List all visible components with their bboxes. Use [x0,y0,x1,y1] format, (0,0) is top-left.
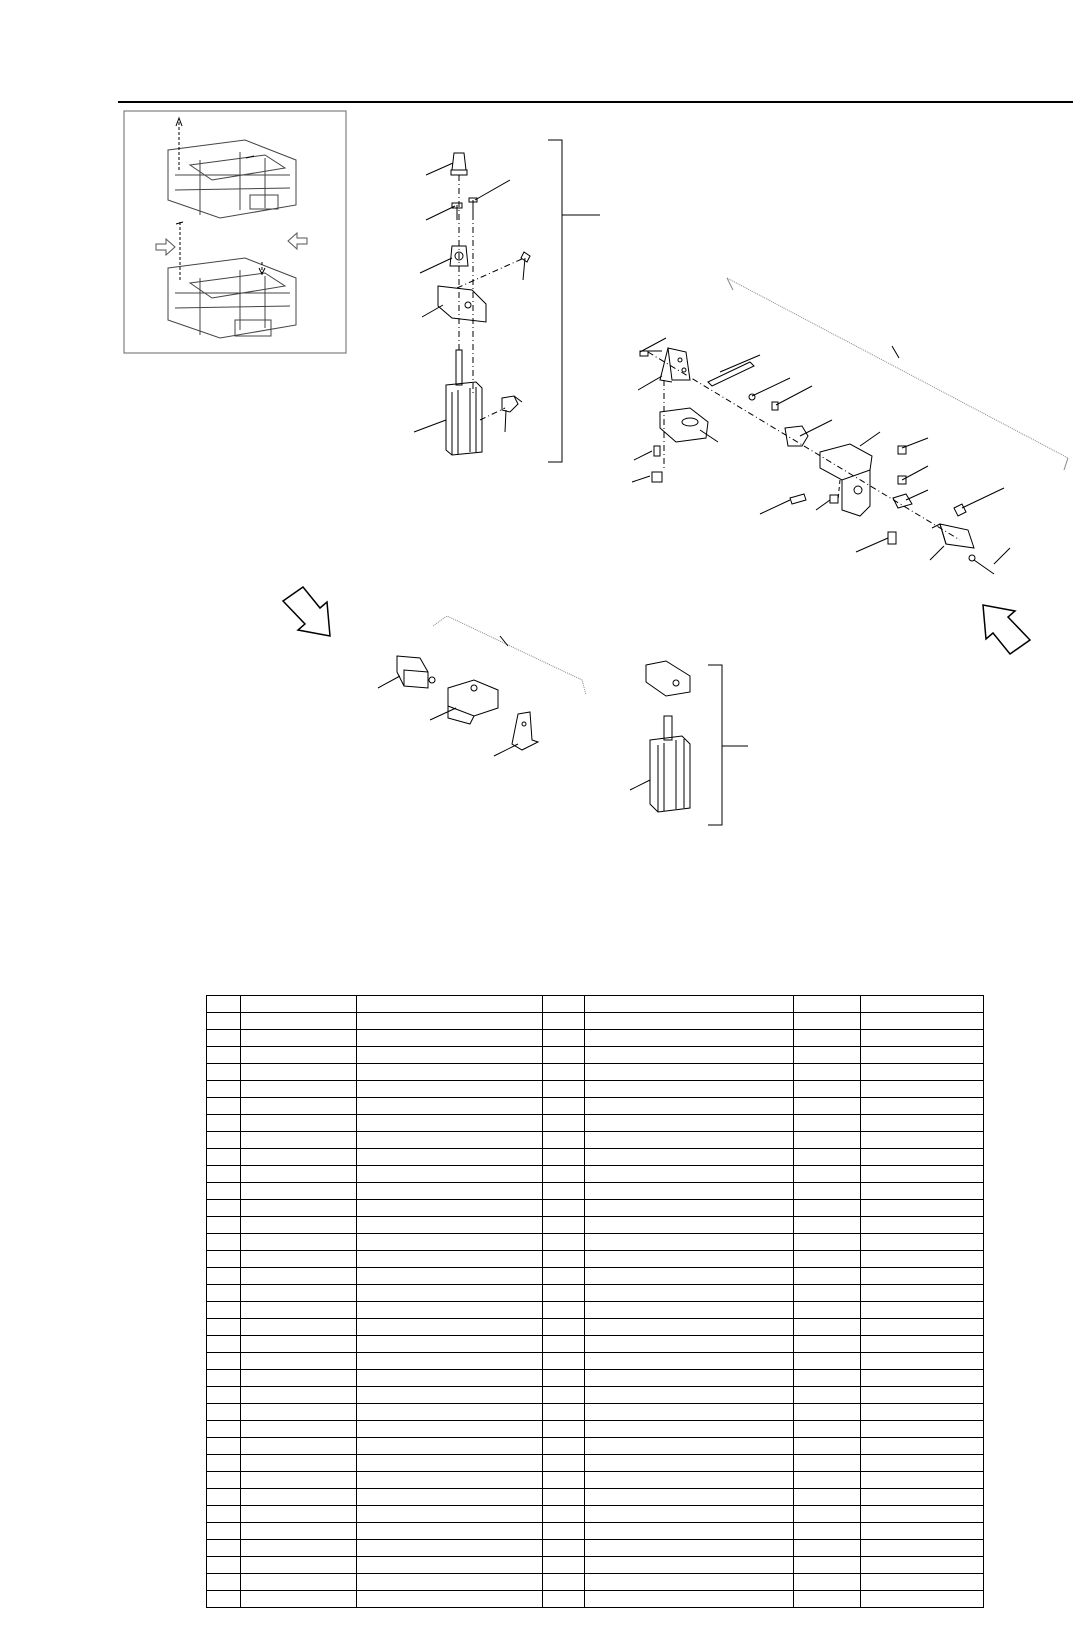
table-row [207,1353,984,1370]
table-cell [793,1370,860,1387]
table-cell [542,1353,584,1370]
table-cell [542,1064,584,1081]
table-row [207,1081,984,1098]
table-cell [241,1285,356,1302]
right-exploded-assembly [632,278,1068,574]
table-cell [793,1234,860,1251]
table-cell [207,1149,241,1166]
table-cell [207,1489,241,1506]
table-cell [793,1387,860,1404]
table-cell [860,1336,983,1353]
table-cell [542,1183,584,1200]
table-cell [356,1217,542,1234]
table-cell [585,1523,793,1540]
table-cell [860,1523,983,1540]
table-cell [542,1166,584,1183]
table-row [207,1115,984,1132]
table-cell [585,1285,793,1302]
table-cell [356,1353,542,1370]
table-row [207,1217,984,1234]
table-cell [542,1455,584,1472]
table-cell [356,996,542,1013]
table-cell [793,1319,860,1336]
table-cell [356,1421,542,1438]
table-cell [356,1336,542,1353]
table-cell [793,1149,860,1166]
table-cell [860,1183,983,1200]
table-cell [241,1183,356,1200]
table-cell [542,1217,584,1234]
table-cell [207,1217,241,1234]
table-cell [542,1489,584,1506]
table-cell [241,1251,356,1268]
table-cell [356,1489,542,1506]
table-cell [793,1030,860,1047]
table-cell [542,1132,584,1149]
table-cell [585,1506,793,1523]
table-cell [860,1132,983,1149]
table-cell [860,1234,983,1251]
table-cell [585,1472,793,1489]
table-cell [356,1268,542,1285]
table-cell [860,1098,983,1115]
table-cell [207,996,241,1013]
table-cell [585,1217,793,1234]
table-cell [356,1472,542,1489]
table-cell [793,1302,860,1319]
table-cell [356,1098,542,1115]
table-cell [241,1370,356,1387]
table-cell [542,1285,584,1302]
table-cell [356,1251,542,1268]
table-cell [793,1540,860,1557]
table-cell [542,1438,584,1455]
table-cell [542,1302,584,1319]
table-cell [793,1115,860,1132]
table-cell [241,1591,356,1608]
table-cell [585,1370,793,1387]
table-cell [542,1540,584,1557]
table-cell [207,1166,241,1183]
table-cell [207,1574,241,1591]
table-cell [585,1183,793,1200]
table-cell [793,1166,860,1183]
table-cell [207,1387,241,1404]
table-cell [207,1370,241,1387]
table-cell [356,1013,542,1030]
table-cell [207,1047,241,1064]
table-cell [241,1064,356,1081]
table-cell [860,1047,983,1064]
table-cell [207,1115,241,1132]
table-row [207,1047,984,1064]
table-row [207,1251,984,1268]
table-cell [793,1098,860,1115]
table-cell [241,1030,356,1047]
table-cell [542,1268,584,1285]
table-cell [207,1421,241,1438]
table-cell [542,1574,584,1591]
table-cell [241,1489,356,1506]
table-row [207,1302,984,1319]
table-cell [585,1489,793,1506]
table-cell [542,1081,584,1098]
table-cell [793,1336,860,1353]
table-cell [860,1064,983,1081]
table-cell [860,1268,983,1285]
table-cell [793,996,860,1013]
table-cell [585,1149,793,1166]
table-cell [542,1557,584,1574]
table-cell [793,1200,860,1217]
upper-cylinder-assembly [414,140,600,462]
table-cell [241,1302,356,1319]
table-cell [860,1455,983,1472]
table-cell [793,1404,860,1421]
table-cell [241,1149,356,1166]
table-cell [241,996,356,1013]
table-row [207,1404,984,1421]
table-cell [860,1472,983,1489]
table-row [207,996,984,1013]
table-cell [241,1404,356,1421]
table-cell [860,1506,983,1523]
table-cell [207,1251,241,1268]
table-row [207,1064,984,1081]
table-cell [241,1166,356,1183]
table-cell [585,1404,793,1421]
table-row [207,1370,984,1387]
table-cell [207,1302,241,1319]
table-cell [207,1472,241,1489]
table-cell [356,1574,542,1591]
table-row [207,1472,984,1489]
table-cell [585,1319,793,1336]
table-cell [860,1200,983,1217]
table-cell [585,1302,793,1319]
table-cell [207,1319,241,1336]
table-cell [585,1557,793,1574]
table-cell [860,1438,983,1455]
table-cell [542,1472,584,1489]
table-cell [542,1200,584,1217]
table-cell [860,1421,983,1438]
table-cell [793,1557,860,1574]
table-row [207,1557,984,1574]
table-row [207,1421,984,1438]
table-cell [542,1030,584,1047]
table-cell [860,1149,983,1166]
table-cell [207,1030,241,1047]
table-cell [241,1523,356,1540]
table-cell [356,1081,542,1098]
table-row [207,1098,984,1115]
table-cell [207,1132,241,1149]
table-cell [585,1166,793,1183]
table-cell [356,1115,542,1132]
table-cell [207,1540,241,1557]
table-cell [356,1234,542,1251]
table-cell [793,1523,860,1540]
table-cell [241,1540,356,1557]
table-cell [356,1404,542,1421]
arrow-down-right-icon [283,587,330,636]
table-cell [207,1268,241,1285]
table-cell [793,1472,860,1489]
table-cell [542,1404,584,1421]
parts-list-table [206,995,984,1608]
table-cell [860,1557,983,1574]
table-cell [241,1438,356,1455]
table-cell [356,1387,542,1404]
table-cell [542,1421,584,1438]
table-cell [356,1506,542,1523]
table-row [207,1149,984,1166]
table-cell [860,1217,983,1234]
table-cell [793,1421,860,1438]
table-cell [207,1438,241,1455]
table-cell [207,1455,241,1472]
table-cell [793,1574,860,1591]
table-cell [860,1387,983,1404]
table-cell [542,1370,584,1387]
table-cell [860,1115,983,1132]
table-cell [241,1574,356,1591]
table-cell [860,1353,983,1370]
table-cell [542,1591,584,1608]
table-cell [860,1540,983,1557]
table-cell [585,1030,793,1047]
table-row [207,1540,984,1557]
table-cell [241,1557,356,1574]
table-cell [207,1336,241,1353]
table-cell [241,1217,356,1234]
lower-right-cylinder [630,661,748,825]
table-row [207,1319,984,1336]
table-row [207,1268,984,1285]
table-cell [241,1353,356,1370]
table-cell [356,1030,542,1047]
table-cell [207,1591,241,1608]
table-row [207,1489,984,1506]
table-cell [241,1472,356,1489]
table-cell [860,1030,983,1047]
table-cell [356,1455,542,1472]
table-cell [793,1217,860,1234]
table-cell [585,1455,793,1472]
inset-overview-picture [124,111,346,353]
table-row [207,1030,984,1047]
table-cell [860,1574,983,1591]
table-cell [793,1081,860,1098]
table-cell [585,1132,793,1149]
table-cell [207,1064,241,1081]
table-row [207,1013,984,1030]
table-row [207,1200,984,1217]
table-row [207,1506,984,1523]
arrow-right-icon [156,239,175,255]
table-cell [207,1523,241,1540]
table-cell [585,1336,793,1353]
table-cell [241,1200,356,1217]
arrow-up-left-icon [983,605,1030,654]
table-cell [793,1591,860,1608]
table-cell [207,1557,241,1574]
table-cell [241,1268,356,1285]
table-cell [585,1438,793,1455]
table-row [207,1574,984,1591]
table-cell [542,1013,584,1030]
table-row [207,1455,984,1472]
table-cell [356,1438,542,1455]
table-row [207,1285,984,1302]
table-cell [207,1404,241,1421]
table-cell [585,1421,793,1438]
table-cell [207,1013,241,1030]
table-cell [241,1421,356,1438]
table-cell [542,1336,584,1353]
table-cell [356,1149,542,1166]
table-row [207,1591,984,1608]
table-cell [585,1353,793,1370]
table-cell [241,1234,356,1251]
table-row [207,1234,984,1251]
table-cell [585,1574,793,1591]
table-cell [585,1081,793,1098]
table-cell [585,1251,793,1268]
table-cell [356,1285,542,1302]
table-cell [356,1183,542,1200]
table-cell [793,1489,860,1506]
table-cell [585,1591,793,1608]
table-cell [793,1438,860,1455]
table-row [207,1438,984,1455]
table-cell [241,1115,356,1132]
table-cell [356,1370,542,1387]
table-cell [356,1132,542,1149]
table-cell [356,1064,542,1081]
table-cell [207,1353,241,1370]
table-cell [860,1370,983,1387]
table-cell [585,1387,793,1404]
table-cell [860,1166,983,1183]
table-cell [860,1251,983,1268]
table-cell [860,996,983,1013]
table-cell [207,1285,241,1302]
table-cell [207,1081,241,1098]
table-cell [241,1506,356,1523]
table-cell [542,1098,584,1115]
table-cell [542,1149,584,1166]
table-cell [585,1540,793,1557]
table-cell [585,1268,793,1285]
table-cell [356,1523,542,1540]
table-cell [793,1268,860,1285]
table-cell [356,1166,542,1183]
table-cell [241,1081,356,1098]
table-cell [793,1047,860,1064]
table-cell [793,1064,860,1081]
table-cell [585,1064,793,1081]
table-cell [585,1200,793,1217]
table-cell [860,1404,983,1421]
table-cell [241,1387,356,1404]
table-cell [793,1183,860,1200]
table-cell [241,1336,356,1353]
table-cell [356,1302,542,1319]
table-row [207,1387,984,1404]
table-row [207,1132,984,1149]
table-cell [356,1047,542,1064]
table-cell [241,1132,356,1149]
table-cell [241,1013,356,1030]
table-cell [542,1506,584,1523]
table-cell [585,996,793,1013]
table-cell [860,1013,983,1030]
table-cell [585,1098,793,1115]
table-cell [585,1115,793,1132]
table-cell [860,1489,983,1506]
table-cell [241,1047,356,1064]
table-cell [207,1200,241,1217]
table-cell [356,1557,542,1574]
table-cell [207,1506,241,1523]
table-cell [241,1455,356,1472]
table-cell [542,1319,584,1336]
table-cell [585,1047,793,1064]
table-cell [207,1183,241,1200]
table-cell [860,1591,983,1608]
table-row [207,1523,984,1540]
table-cell [356,1540,542,1557]
table-cell [585,1234,793,1251]
table-cell [207,1098,241,1115]
table-cell [356,1319,542,1336]
table-cell [207,1234,241,1251]
table-cell [793,1285,860,1302]
table-cell [356,1591,542,1608]
table-row [207,1166,984,1183]
arrow-left-icon [288,233,307,249]
parts-list-body [207,996,984,1608]
table-cell [793,1506,860,1523]
table-cell [793,1251,860,1268]
table-cell [793,1013,860,1030]
table-cell [585,1013,793,1030]
table-cell [542,1387,584,1404]
table-cell [356,1200,542,1217]
table-row [207,1183,984,1200]
table-cell [542,1115,584,1132]
table-cell [542,1523,584,1540]
table-cell [542,1234,584,1251]
lower-left-assembly [378,616,586,756]
table-cell [860,1319,983,1336]
table-cell [793,1455,860,1472]
table-cell [241,1319,356,1336]
table-cell [860,1302,983,1319]
table-cell [542,1251,584,1268]
table-cell [793,1132,860,1149]
table-cell [793,1353,860,1370]
table-cell [542,1047,584,1064]
table-cell [542,996,584,1013]
table-cell [860,1081,983,1098]
table-row [207,1336,984,1353]
table-cell [860,1285,983,1302]
table-cell [241,1098,356,1115]
